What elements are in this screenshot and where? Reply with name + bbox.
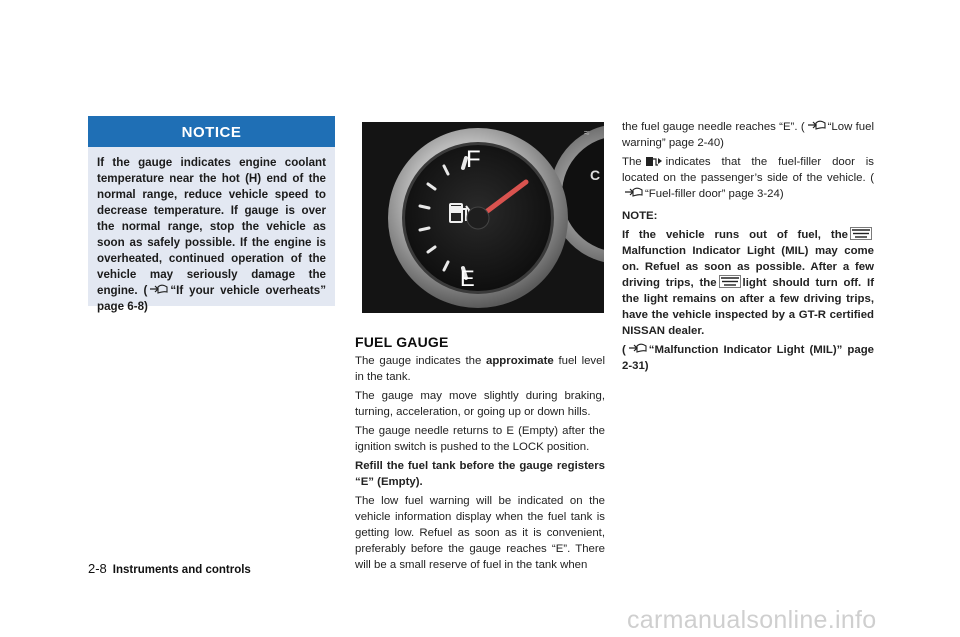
note-body: If the vehicle runs out of fuel, theMalfunction Indicator Light (MIL) may come on. Refuel as soon as possible. After a few driving trips, the light should turn off. If the light remains on after a few driving trips, have the vehicle inspected by a GT-R certified NISSAN dealer. — [622, 229, 874, 337]
notice-box — [88, 116, 335, 313]
notice-body — [88, 147, 335, 315]
page-reference-icon — [628, 342, 647, 354]
fuel-gauge-photo — [362, 122, 604, 313]
service-engine-soon-icon — [719, 275, 741, 288]
paragraph: The low fuel warning will be indicated on the vehicle information display when the fuel tank is getting low. Refuel as soon as it is convenient, preferably before the gauge reaches “E”. There will be a small reserve of fuel in the tank when — [355, 495, 605, 571]
page-reference-icon — [624, 186, 643, 198]
paragraph: the fuel gauge needle reaches “E”. ( “Low fuel warning” page 2-40) — [622, 121, 874, 149]
footer-section: Instruments and controls — [112, 564, 251, 576]
reference-line: ( “Malfunction Indicator Light (MIL)” page 2-31) — [622, 344, 874, 372]
page-number: 2-8 — [88, 561, 107, 576]
note-heading: NOTE: — [622, 210, 658, 222]
paragraph: The indicates that the fuel-filler door is located on the passenger’s side of the vehicle. (“Fuel-filler door” page 3-24) — [622, 156, 874, 200]
page-reference-icon — [149, 283, 168, 295]
svg-text:C: C — [590, 167, 601, 183]
svg-text:≈: ≈ — [584, 128, 590, 139]
paragraph: The gauge needle returns to E (Empty) after the ignition switch is pushed to the LOCK position. — [355, 425, 605, 453]
paragraph: The gauge may move slightly during braking, turning, acceleration, or going up or down hills. — [355, 390, 605, 418]
page-reference-icon — [807, 119, 826, 131]
fuel-door-icon — [645, 155, 663, 167]
section-title: FUEL GAUGE — [355, 334, 449, 350]
notice-text: If the gauge indicates engine coolant temperature near the hot (H) end of the normal range, reduce vehicle speed to decrease temperature. If gauge is over the normal range, stop the vehicle as soon as safely possible. If the engine is overheated, continued operation of the vehicle may seriously damage the engine. ( — [97, 156, 326, 297]
notice-title: NOTICE — [88, 116, 335, 147]
fuel-gauge-section — [355, 334, 605, 576]
page-footer — [88, 561, 251, 576]
paragraph: The gauge indicates the approximate fuel level in the tank. — [355, 355, 605, 383]
service-engine-soon-icon — [850, 227, 872, 240]
notice-reference: “If your vehicle overheats” page 6-8) — [97, 284, 326, 313]
paragraph-bold: Refill the fuel tank before the gauge registers “E” (Empty). — [355, 460, 605, 488]
gauge-full-label: F — [466, 146, 481, 173]
right-column — [622, 119, 874, 377]
watermark: carmanualsonline.info — [627, 606, 877, 634]
gauge-empty-label: E — [460, 266, 475, 291]
